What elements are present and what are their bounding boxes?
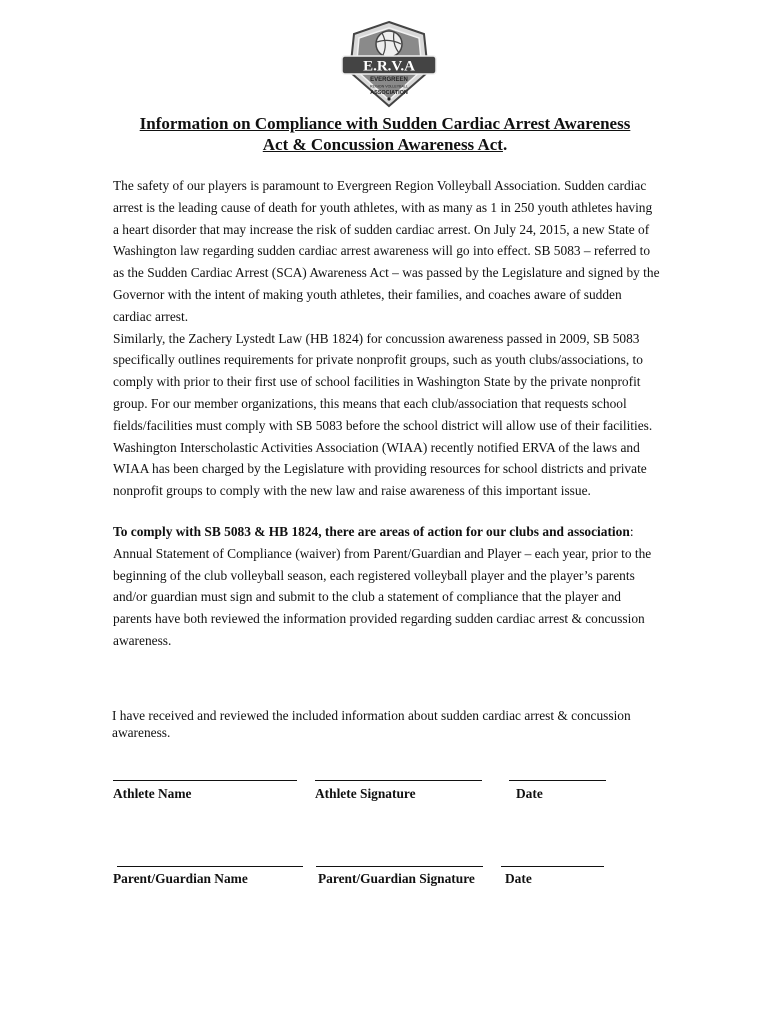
guardian-date-line[interactable] [501,866,604,867]
paragraph-compliance: Annual Statement of Compliance (waiver) from Parent/Guardian and Player – each year, prior to the beginning of the club volleyball season, each registered volleyball player and the player’s parents and/or guardian must sign and submit to the club a statement of compliance that the player and parents have both reviewed the information provided regarding sudden cardiac arrest & concussion awareness. [113,545,652,648]
athlete-signature-line[interactable] [315,780,482,781]
athlete-name-label: Athlete Name [113,786,192,801]
volleyball-icon [376,31,402,57]
logo-letters: E.R.V.A [363,58,415,75]
athlete-date-line[interactable] [509,780,606,781]
guardian-name-line[interactable] [117,866,303,867]
guardian-date-label: Date [505,871,532,886]
guardian-name-label: Parent/Guardian Name [113,871,248,886]
document-title: Information on Compliance with Sudden Cardiac Arrest Awareness Act & Concussion Awareness Act. [139,114,631,154]
svg-text:ASSOCIATION: ASSOCIATION [370,90,408,96]
svg-text:REGION VOLLEYBALL: REGION VOLLEYBALL [370,84,408,89]
paragraph-safety: The safety of our players is paramount to Evergreen Region Volleyball Association. Sudden cardiac arrest is the leading cause of death for youth athletes, with as many as 1 in 250 youth athletes having a heart disorder that may increase the risk of sudden cardiac arrest. On July 24, 2015, a new State of Washington law regarding sudden cardiac arrest awareness will go into effect. SB 5083 – referred to as the Sudden Cardiac Arrest (SCA) Awareness Act – was passed by the Legislature and signed by the Governor with the intent of making youth athletes, their families, and coaches aware of sudden cardiac arrest. [113,178,660,324]
paragraph-lystedt-law: Similarly, the Zachery Lystedt Law (HB 1824) for concussion awareness passed in 2009, SB 5083 specifically outlines requirements for private nonprofit groups, such as youth clubs/associations, to comply with prior to their first use of school facilities in Washington State by the private nonprofit group. For our member organizations, this means that each club/association that requests school fields/facilities must comply with SB 5083 before the school district will allow use of their facilities. [113,330,653,433]
svg-text:EVERGREEN: EVERGREEN [370,77,408,83]
guardian-signature-label: Parent/Guardian Signature [318,871,475,886]
guardian-signature-line[interactable] [316,866,483,867]
erva-logo [336,20,442,110]
acknowledgement-text: I have received and reviewed the included information about sudden cardiac arrest & concussion awareness. [112,708,631,740]
logo-star [387,97,390,100]
action-heading: To comply with SB 5083 & HB 1824, there are areas of action for our clubs and association: [113,523,634,539]
title-line-1: Information on Compliance with Sudden Cardiac Arrest Awareness [139,114,631,133]
athlete-signature-label: Athlete Signature [315,786,416,801]
body-text [113,175,661,652]
title-line-2: Act & Concussion Awareness Act [262,135,503,154]
paragraph-wiaa: Washington Interscholastic Activities Association (WIAA) recently notified ERVA of the laws and WIAA has been charged by the Legislature with providing resources for school districts and private nonprofit groups to comply with the new law and raise awareness of this important issue. [113,439,647,499]
athlete-name-line[interactable] [113,780,297,781]
athlete-date-label: Date [516,786,543,801]
